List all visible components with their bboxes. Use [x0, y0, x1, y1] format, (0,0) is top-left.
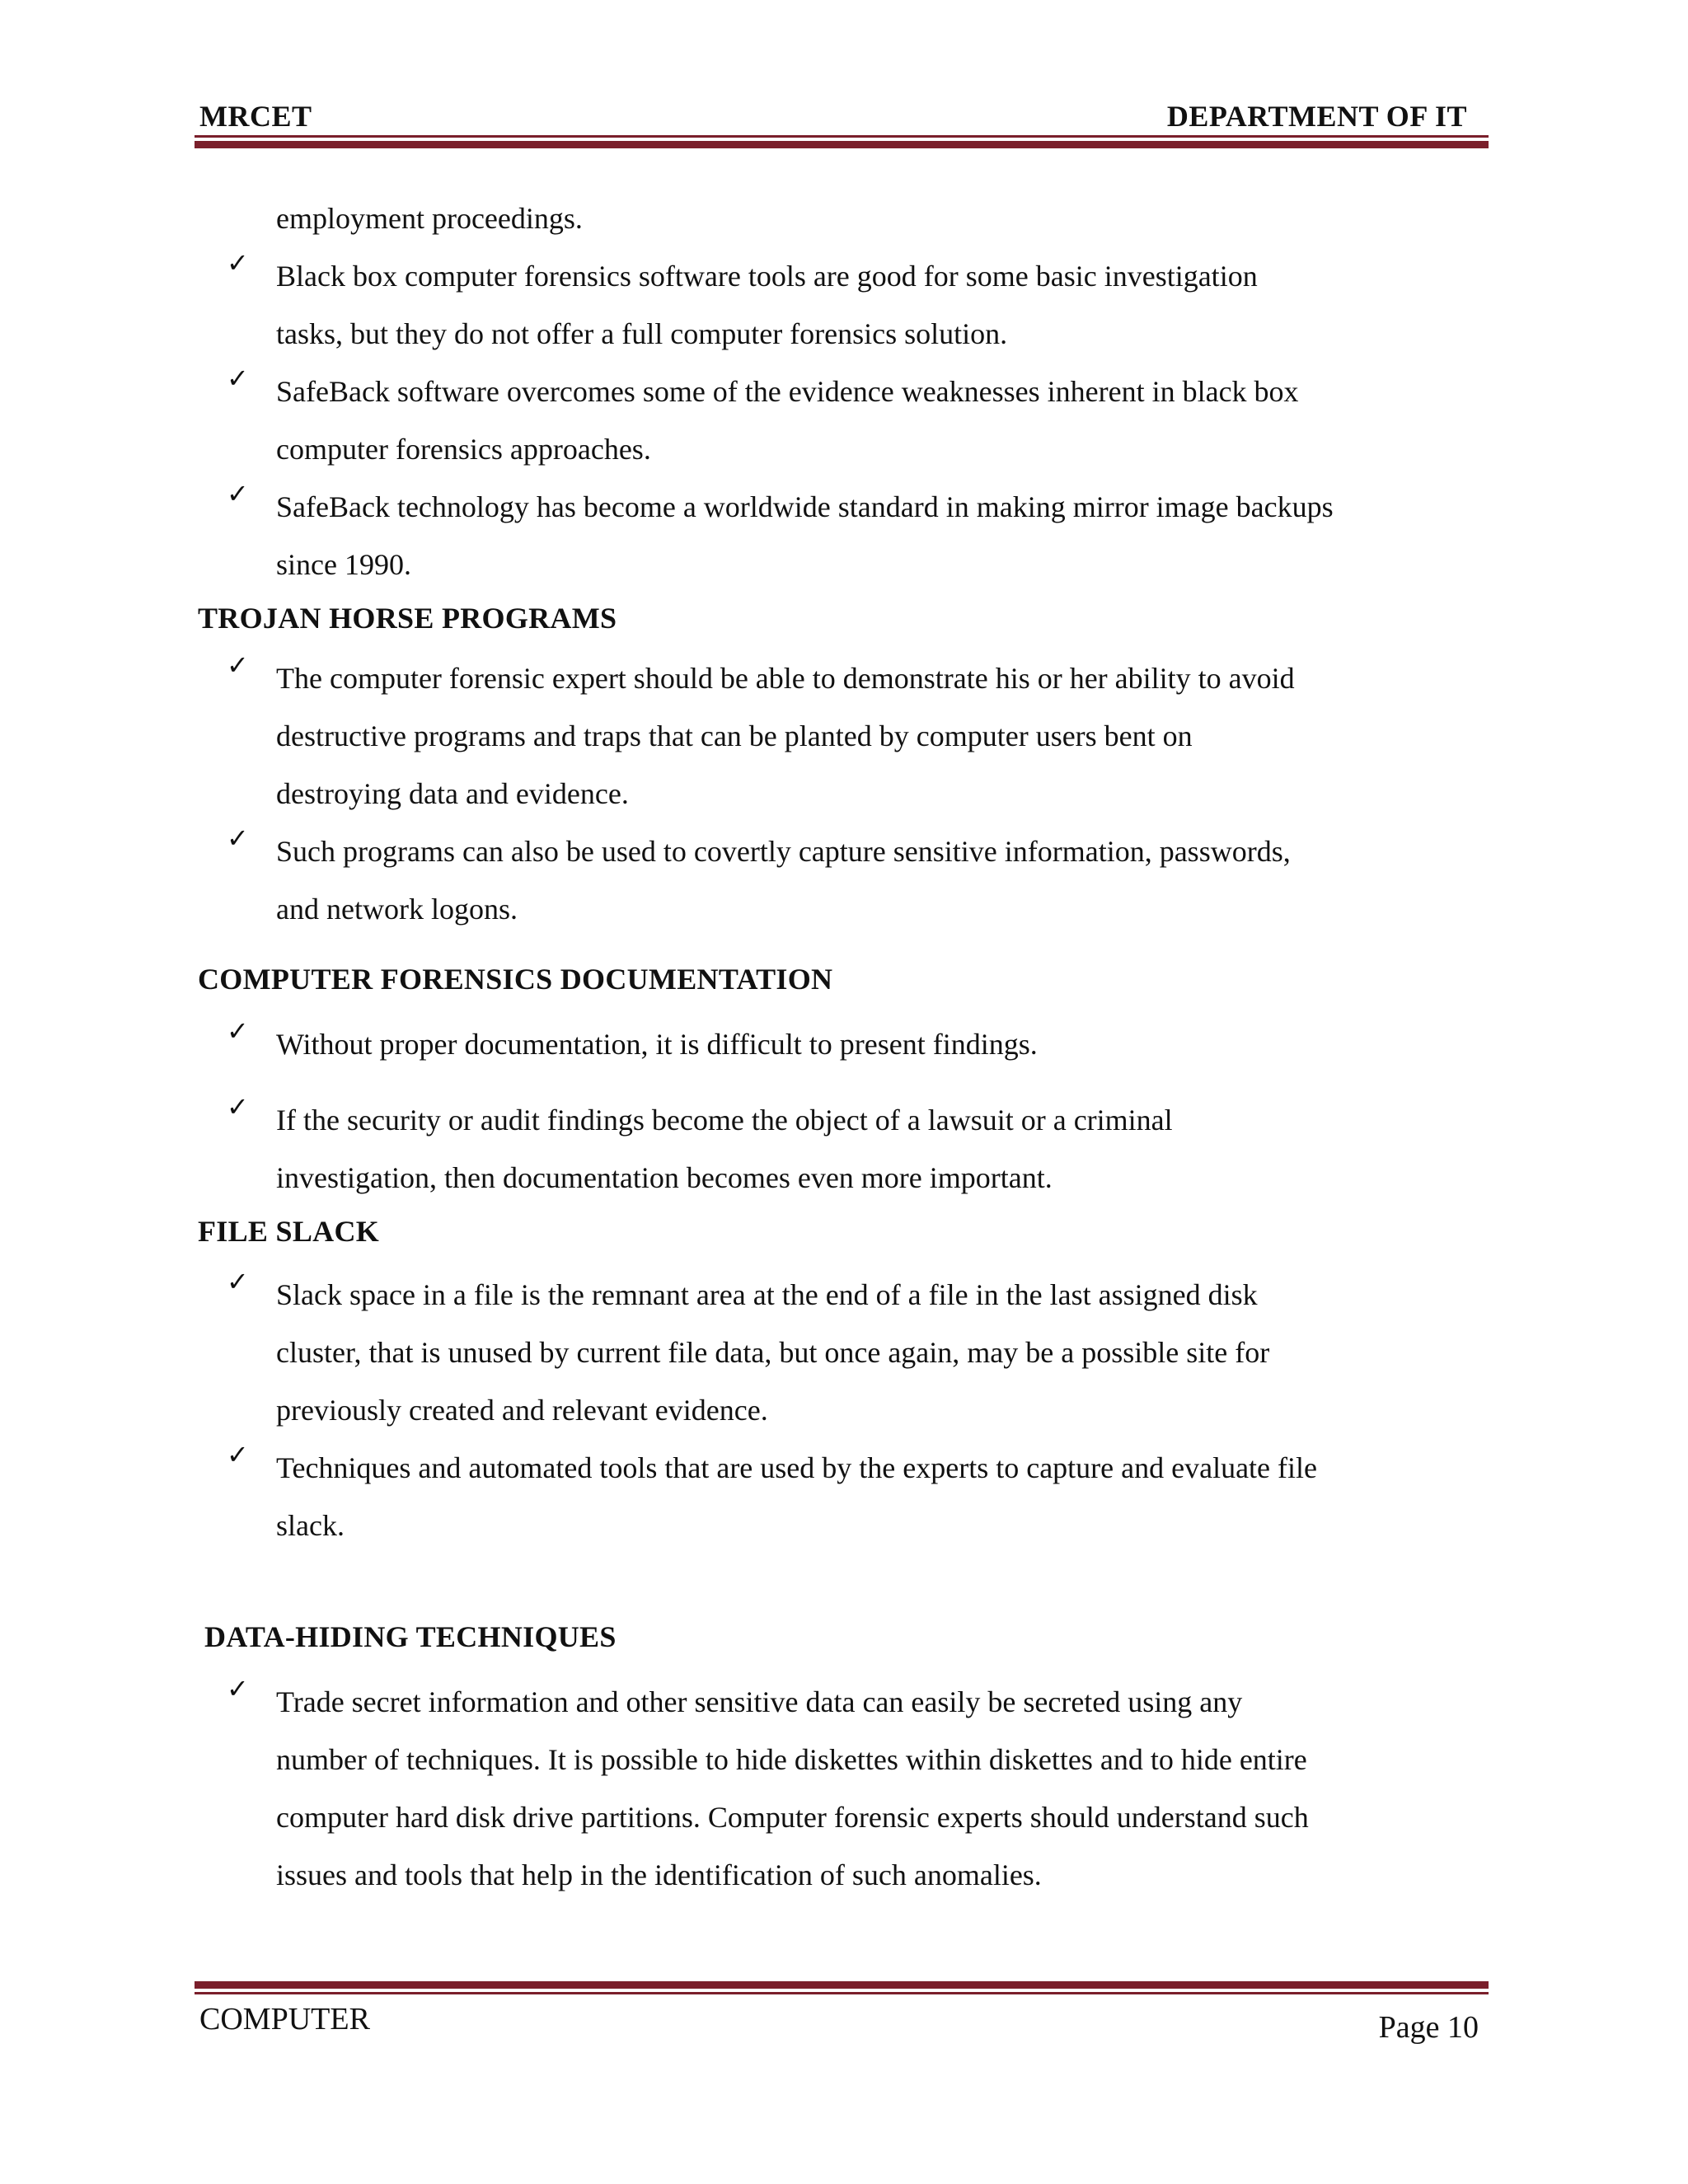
list-item-line: issues and tools that help in the identification of such anomalies.: [276, 1858, 1042, 1891]
list-item: [198, 1091, 1484, 1207]
list-item: [198, 1673, 1484, 1904]
header-right: DEPARTMENT OF IT: [1166, 100, 1467, 133]
list-item: [198, 1266, 1484, 1439]
section-heading: FILE SLACK: [198, 1215, 380, 1248]
checkmark-icon: ✓: [227, 1673, 249, 1704]
list-item: [198, 1439, 1484, 1554]
section-heading: TROJAN HORSE PROGRAMS: [198, 602, 617, 635]
list-item-line: If the security or audit findings become the object of a lawsuit or a criminal: [276, 1104, 1173, 1137]
footer-left: COMPUTER: [199, 2002, 370, 2036]
checkmark-icon: ✓: [227, 823, 249, 854]
list-item-line: investigation, then documentation becomes even more important.: [276, 1161, 1053, 1194]
list-item-line: computer forensics approaches.: [276, 433, 651, 466]
list-item-line: slack.: [276, 1509, 345, 1542]
list-item-line: SafeBack software overcomes some of the evidence weaknesses inherent in black box: [276, 375, 1299, 408]
checkmark-icon: ✓: [227, 1091, 249, 1122]
list-item: [198, 363, 1484, 478]
page-header: [198, 99, 1484, 140]
list-item-line: Techniques and automated tools that are used by the experts to capture and evaluate file: [276, 1451, 1318, 1484]
page-footer: [198, 1998, 1484, 2047]
list-item-line: since 1990.: [276, 548, 411, 581]
list-item-line: tasks, but they do not offer a full computer forensics solution.: [276, 317, 1008, 350]
list-item-line: Black box computer forensics software tools are good for some basic investigation: [276, 260, 1258, 293]
checkmark-icon: ✓: [227, 1266, 249, 1297]
list-item-line: The computer forensic expert should be able to demonstrate his or her ability to avoid: [276, 662, 1295, 695]
header-rule: [195, 135, 1489, 148]
list-item: [198, 247, 1484, 363]
list-item-line: previously created and relevant evidence.: [276, 1394, 768, 1427]
section-heading: COMPUTER FORENSICS DOCUMENTATION: [198, 963, 833, 996]
list-item-line: cluster, that is unused by current file data, but once again, may be a possible site for: [276, 1336, 1270, 1369]
header-left: MRCET: [199, 100, 312, 133]
checkmark-icon: ✓: [227, 478, 249, 509]
checkmark-icon: ✓: [227, 1015, 249, 1047]
list-item-line: Trade secret information and other sensitive data can easily be secreted using any: [276, 1685, 1243, 1718]
list-item-line: computer hard disk drive partitions. Computer forensic experts should understand such: [276, 1801, 1309, 1834]
checkmark-icon: ✓: [227, 649, 249, 681]
list-item-line: Slack space in a file is the remnant area at the end of a file in the last assigned disk: [276, 1278, 1258, 1311]
checkmark-icon: ✓: [227, 247, 249, 279]
list-item: [198, 1015, 1484, 1073]
list-item-line: destroying data and evidence.: [276, 777, 629, 810]
list-item-line: and network logons.: [276, 893, 518, 926]
list-item-line: SafeBack technology has become a worldwide standard in making mirror image backups: [276, 490, 1334, 523]
checkmark-icon: ✓: [227, 1439, 249, 1470]
continuation-line: employment proceedings.: [276, 202, 583, 235]
list-item: [198, 823, 1484, 938]
page-number: Page 10: [1378, 2010, 1479, 2045]
section-heading: DATA-HIDING TECHNIQUES: [204, 1620, 617, 1653]
checkmark-icon: ✓: [227, 363, 249, 394]
footer-rule: [195, 1981, 1489, 1994]
list-item-line: number of techniques. It is possible to hide diskettes within diskettes and to hide entire: [276, 1743, 1307, 1776]
list-item: [198, 478, 1484, 593]
list-item-line: Such programs can also be used to covertly capture sensitive information, passwords,: [276, 835, 1291, 868]
list-item-line: destructive programs and traps that can be planted by computer users bent on: [276, 719, 1193, 752]
page-body: [198, 190, 1484, 1904]
list-item: [198, 649, 1484, 823]
list-item-line: Without proper documentation, it is difficult to present findings.: [276, 1028, 1038, 1061]
